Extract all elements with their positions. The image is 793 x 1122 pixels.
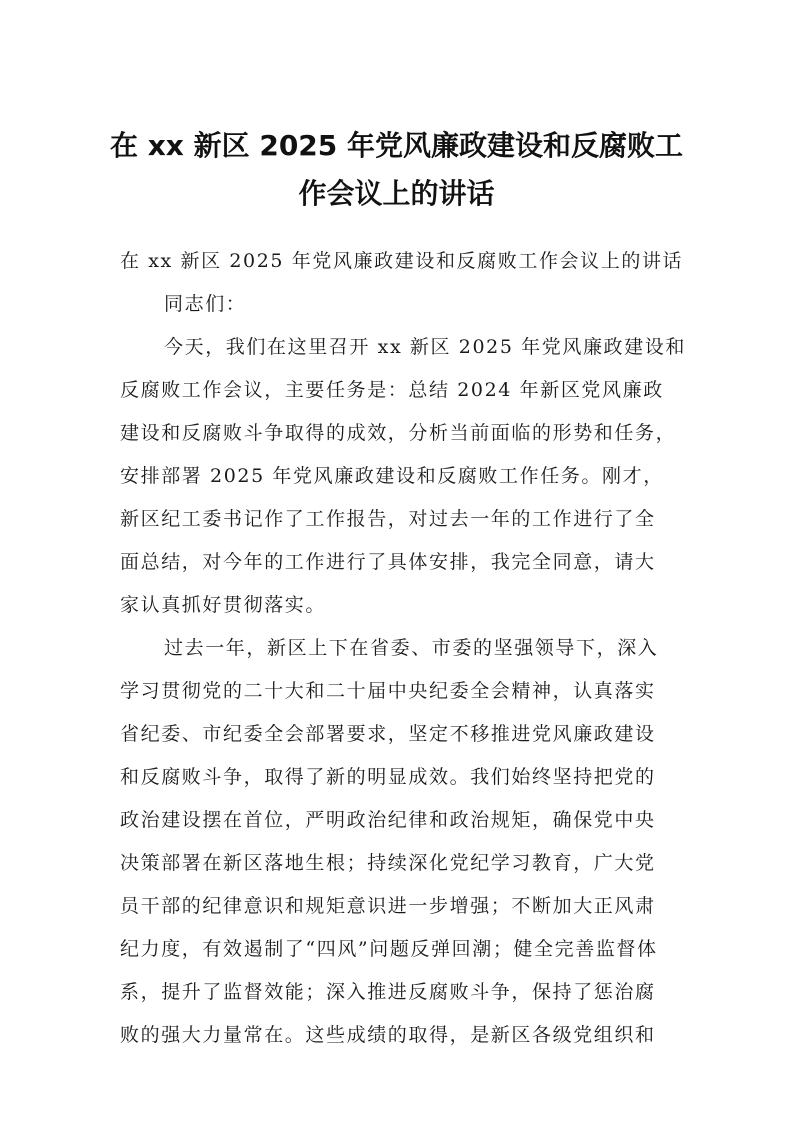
- body-line: 面总结，对今年的工作进行了具体安排，我完全同意，请大: [120, 551, 656, 573]
- body-line: 系，提升了监督效能；深入推进反腐败斗争，保持了惩治腐: [120, 981, 656, 1003]
- body-line: 省纪委、市纪委全会部署要求，坚定不移推进党风廉政建设: [120, 723, 656, 745]
- body-line-salutation: 同志们：: [164, 293, 247, 315]
- body-line: 安排部署 2025 年党风廉政建设和反腐败工作任务。刚才，: [120, 465, 664, 487]
- body-line: 员干部的纪律意识和规矩意识进一步增强；不断加大正风肃: [120, 895, 656, 917]
- body-line: 和反腐败斗争，取得了新的明显成效。我们始终坚持把党的: [120, 766, 656, 788]
- body-line: 家认真抓好贯彻落实。: [120, 594, 327, 616]
- document-title-line-1: 在 xx 新区 2025 年党风廉政建设和反腐败工: [109, 129, 684, 162]
- body-line: 败的强大力量常在。这些成绩的取得，是新区各级党组织和: [120, 1024, 656, 1046]
- body-line: 学习贯彻党的二十大和二十届中央纪委全会精神，认真落实: [120, 680, 656, 702]
- body-line: 建设和反腐败斗争取得的成效，分析当前面临的形势和任务，: [120, 422, 677, 444]
- body-line: 政治建设摆在首位，严明政治纪律和政治规矩，确保党中央: [120, 809, 656, 831]
- body-line: 今天，我们在这里召开 xx 新区 2025 年党风廉政建设和: [164, 336, 686, 358]
- body-line: 过去一年，新区上下在省委、市委的坚强领导下，深入: [164, 637, 659, 659]
- body-line: 新区纪工委书记作了工作报告，对过去一年的工作进行了全: [120, 508, 656, 530]
- body-line: 纪力度，有效遏制了“四风”问题反弹回潮；健全完善监督体: [120, 938, 658, 960]
- body-line: 反腐败工作会议，主要任务是：总结 2024 年新区党风廉政: [120, 379, 664, 401]
- body-line-subtitle: 在 xx 新区 2025 年党风廉政建设和反腐败工作会议上的讲话: [120, 250, 684, 272]
- body-line: 决策部署在新区落地生根；持续深化党纪学习教育，广大党: [120, 852, 656, 874]
- document-title-line-2: 作会议上的讲话: [298, 177, 495, 210]
